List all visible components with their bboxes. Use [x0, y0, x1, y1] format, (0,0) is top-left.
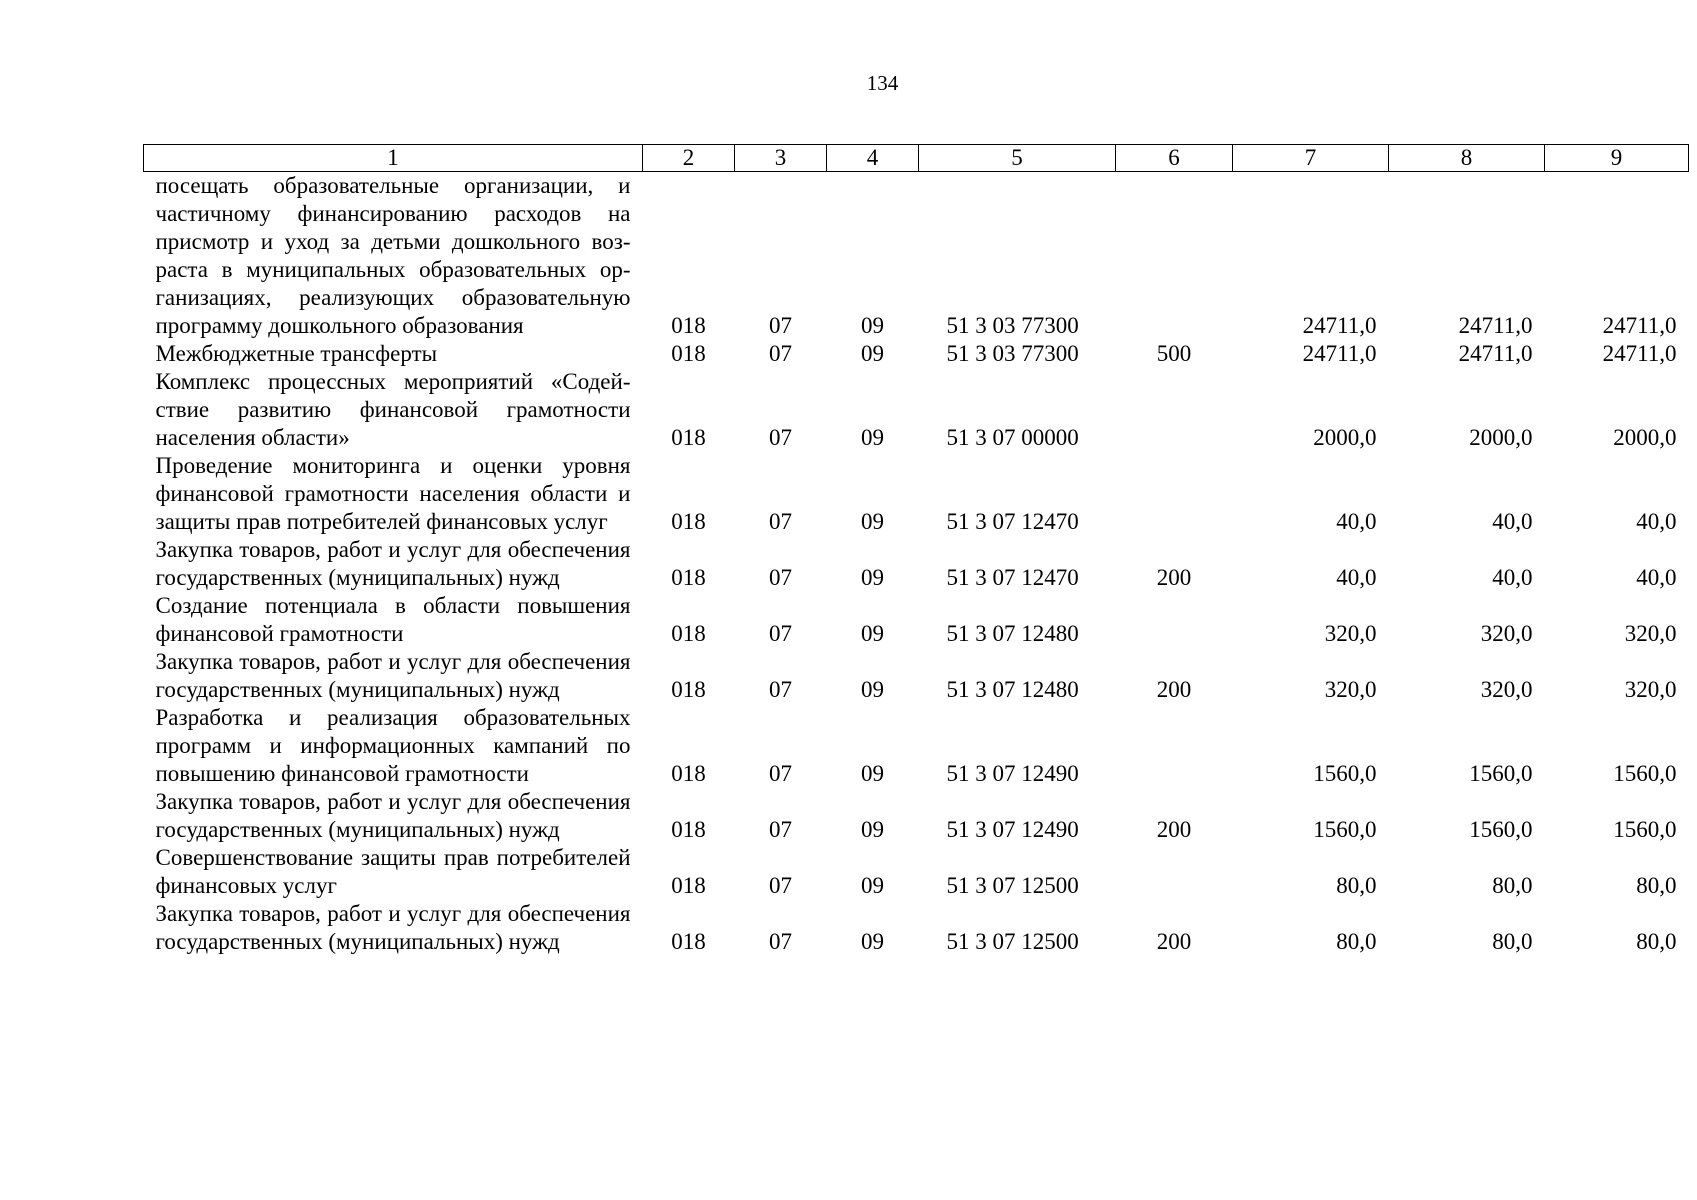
table-row: [144, 368, 1689, 452]
row-admin-code: 018: [671, 817, 706, 842]
row-target-article: 51 3 07 12490: [946, 817, 1079, 842]
row-admin-code: 018: [671, 929, 706, 954]
budget-table: [143, 144, 1689, 956]
table-row: [144, 900, 1689, 956]
row-admin-code: 018: [671, 565, 706, 590]
column-header-7: 7: [1233, 145, 1389, 172]
column-header-8: 8: [1389, 145, 1545, 172]
row-expense-type: 200: [1156, 817, 1192, 842]
column-header-2: 2: [643, 145, 735, 172]
row-amount-col9: 80,0: [1636, 873, 1677, 898]
row-amount-col9: 40,0: [1636, 565, 1677, 590]
row-description: Проведение мониторинга и оценки уровня финансовой грамотности населения области и защиты прав потребителей финансовых услуг: [155, 453, 631, 534]
table-row: [144, 648, 1689, 704]
column-header-4: 4: [827, 145, 919, 172]
row-section-code: 07: [769, 817, 792, 842]
row-amount-col9: 1560,0: [1613, 817, 1677, 842]
table-body: [144, 172, 1689, 957]
row-expense-type: 200: [1156, 929, 1192, 954]
row-description: посещать образовательные организации, и частичному финансированию расходов на присмотр и уход за детьми дошкольного возраста в муниципальных образовательных организациях, реализующих образовательную программу дошкольного образования: [155, 173, 631, 338]
row-description: Закупка товаров, работ и услуг для обеспечения государственных (муниципальных) нужд: [155, 649, 631, 702]
row-amount-col9: 24711,0: [1602, 341, 1677, 366]
row-admin-code: 018: [671, 621, 706, 646]
row-amount-col8: 1560,0: [1469, 761, 1533, 786]
row-admin-code: 018: [671, 509, 706, 534]
row-target-article: 51 3 07 12470: [946, 565, 1079, 590]
row-section-code: 07: [769, 929, 792, 954]
row-amount-col7: 24711,0: [1302, 313, 1377, 338]
row-amount-col7: 320,0: [1324, 677, 1377, 702]
row-section-code: 07: [769, 761, 792, 786]
row-subsection-code: 09: [861, 313, 884, 338]
row-amount-col8: 40,0: [1492, 509, 1533, 534]
row-expense-type: [1116, 844, 1233, 900]
row-amount-col7: 80,0: [1336, 929, 1377, 954]
row-subsection-code: 09: [861, 929, 884, 954]
row-subsection-code: 09: [861, 761, 884, 786]
row-subsection-code: 09: [861, 425, 884, 450]
row-amount-col8: 80,0: [1492, 929, 1533, 954]
row-target-article: 51 3 03 77300: [946, 313, 1079, 338]
row-description: Комплекс процессных мероприятий «Содействие развитию финансовой грамотности населения области»: [155, 369, 631, 450]
row-amount-col8: 24711,0: [1458, 313, 1533, 338]
row-amount-col7: 40,0: [1336, 509, 1377, 534]
row-section-code: 07: [769, 873, 792, 898]
row-amount-col7: 1560,0: [1313, 817, 1377, 842]
table-row: [144, 844, 1689, 900]
row-target-article: 51 3 07 12480: [946, 677, 1079, 702]
table-row: [144, 704, 1689, 788]
row-expense-type: [1116, 368, 1233, 452]
table-row: [144, 340, 1689, 368]
row-expense-type: [1116, 172, 1233, 341]
row-subsection-code: 09: [861, 565, 884, 590]
row-amount-col7: 24711,0: [1302, 341, 1377, 366]
row-admin-code: 018: [671, 313, 706, 338]
row-amount-col8: 40,0: [1492, 565, 1533, 590]
row-expense-type: [1116, 704, 1233, 788]
row-subsection-code: 09: [861, 817, 884, 842]
column-header-9: 9: [1545, 145, 1689, 172]
row-section-code: 07: [769, 565, 792, 590]
row-amount-col8: 1560,0: [1469, 817, 1533, 842]
row-target-article: 51 3 07 12470: [946, 509, 1079, 534]
row-expense-type: [1116, 452, 1233, 536]
row-description: Создание потенциала в области повышения финансовой грамотности: [155, 593, 631, 646]
row-target-article: 51 3 07 12480: [946, 621, 1079, 646]
column-header-5: 5: [919, 145, 1116, 172]
row-section-code: 07: [769, 425, 792, 450]
table-row: [144, 536, 1689, 592]
row-subsection-code: 09: [861, 677, 884, 702]
row-admin-code: 018: [671, 761, 706, 786]
row-amount-col9: 80,0: [1636, 929, 1677, 954]
row-subsection-code: 09: [861, 341, 884, 366]
row-subsection-code: 09: [861, 621, 884, 646]
header-row: [144, 145, 1689, 172]
table-row: [144, 172, 1689, 341]
row-amount-col9: 2000,0: [1613, 425, 1677, 450]
row-amount-col7: 320,0: [1324, 621, 1377, 646]
table-row: [144, 452, 1689, 536]
row-expense-type: 200: [1156, 677, 1192, 702]
row-target-article: 51 3 07 00000: [946, 425, 1079, 450]
row-description: Совершенствование защиты прав потребителей финансовых услуг: [155, 845, 631, 898]
row-amount-col8: 80,0: [1492, 873, 1533, 898]
row-amount-col9: 24711,0: [1602, 313, 1677, 338]
row-section-code: 07: [769, 313, 792, 338]
row-subsection-code: 09: [861, 873, 884, 898]
row-description: Закупка товаров, работ и услуг для обеспечения государственных (муниципальных) нужд: [155, 789, 631, 842]
row-description: Межбюджетные трансферты: [155, 341, 438, 366]
row-expense-type: [1116, 592, 1233, 648]
row-section-code: 07: [769, 341, 792, 366]
row-amount-col7: 40,0: [1336, 565, 1377, 590]
row-amount-col8: 320,0: [1480, 621, 1533, 646]
row-amount-col7: 1560,0: [1313, 761, 1377, 786]
row-section-code: 07: [769, 621, 792, 646]
row-description: Закупка товаров, работ и услуг для обеспечения государственных (муниципальных) нужд: [155, 537, 631, 590]
column-header-1: 1: [144, 145, 643, 172]
column-header-3: 3: [735, 145, 827, 172]
row-description: Разработка и реализация образовательных программ и информационных кампаний по повышению финансовой грамотности: [155, 705, 631, 786]
row-amount-col9: 320,0: [1624, 677, 1677, 702]
row-amount-col9: 40,0: [1636, 509, 1677, 534]
row-description: Закупка товаров, работ и услуг для обеспечения государственных (муниципальных) нужд: [155, 901, 631, 954]
row-amount-col7: 2000,0: [1313, 425, 1377, 450]
row-target-article: 51 3 03 77300: [946, 341, 1079, 366]
row-admin-code: 018: [671, 425, 706, 450]
row-amount-col7: 80,0: [1336, 873, 1377, 898]
table-row: [144, 592, 1689, 648]
row-admin-code: 018: [671, 677, 706, 702]
row-amount-col9: 1560,0: [1613, 761, 1677, 786]
table-header: [144, 145, 1689, 172]
row-expense-type: 500: [1156, 341, 1192, 366]
row-amount-col8: 2000,0: [1469, 425, 1533, 450]
row-amount-col8: 24711,0: [1458, 341, 1533, 366]
row-expense-type: 200: [1156, 565, 1192, 590]
row-amount-col9: 320,0: [1624, 621, 1677, 646]
row-target-article: 51 3 07 12500: [946, 873, 1079, 898]
page-number: 134: [866, 71, 899, 95]
row-section-code: 07: [769, 677, 792, 702]
column-header-6: 6: [1116, 145, 1233, 172]
row-admin-code: 018: [671, 341, 706, 366]
row-target-article: 51 3 07 12490: [946, 761, 1079, 786]
row-amount-col8: 320,0: [1480, 677, 1533, 702]
row-target-article: 51 3 07 12500: [946, 929, 1079, 954]
row-subsection-code: 09: [861, 509, 884, 534]
row-section-code: 07: [769, 509, 792, 534]
table-row: [144, 788, 1689, 844]
row-admin-code: 018: [671, 873, 706, 898]
